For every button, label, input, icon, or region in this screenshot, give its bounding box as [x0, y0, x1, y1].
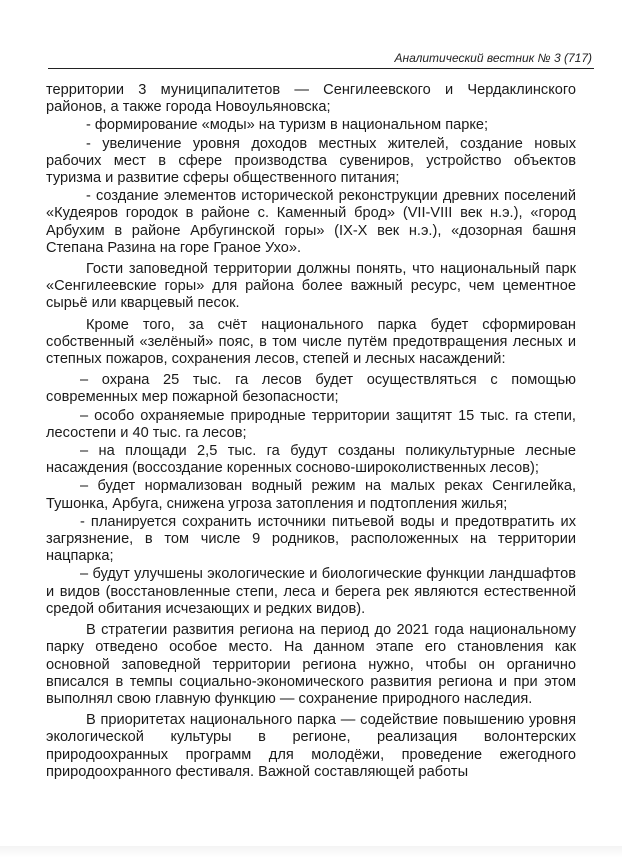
header-rule	[48, 68, 594, 69]
paragraph: - создание элементов исторической реконструкции древних поселений «Кудеяров городок в районе с. Каменный брод» (VII-VIII век н.э.), «город Арбухим в районе Арбугинской горы» (IX-X век н.э.), «дозорная башня Степана Разина на горе Граное Ухо».	[46, 188, 576, 256]
list-item: – будет нормализован водный режим на малых реках Сенгилейка, Тушонка, Арбуга, снижена угроза затопления и подтопления жилья;	[46, 478, 576, 512]
list-item: – будут улучшены экологические и биологические функции ландшафтов и видов (восстановленные степи, леса и берега рек являются естественной средой обитания исчезающих и редких видов).	[46, 566, 576, 617]
list-item: – особо охраняемые природные территории защитят 15 тыс. га степи, лесостепи и 40 тыс. га лесов;	[46, 407, 576, 441]
paragraph: В приоритетах национального парка — содействие повышению уровня экологической культуры в регионе, реализация волонтерских природоохранных программ для молодёжи, проведение ежегодного природоохранного фестиваля. Важной составляющей работы	[46, 712, 576, 780]
paragraph: - увеличение уровня доходов местных жителей, создание новых рабочих мест в сфере производства сувениров, устройство объектов туризма и развитие сферы общественного питания;	[46, 135, 576, 187]
paragraph: Гости заповедной территории должны понять, что национальный парк «Сенгилеевские горы» для района более важный ресурс, чем цементное сырьё или кварцевый песок.	[46, 261, 576, 312]
paragraph: - формирование «моды» на туризм в национальном парке;	[86, 117, 489, 134]
paragraph: Кроме того, за счёт национального парка будет сформирован собственный «зелёный» пояс, в том числе путём предотвращения лесных и степных пожаров, сохранения лесов, степей и лесных насаждений:	[46, 316, 576, 368]
list-item: – на площади 2,5 тыс. га будут созданы поликультурные лесные насаждения (воссоздание коренных сосново-широколиственных лесов);	[46, 443, 576, 477]
list-item: – охрана 25 тыс. га лесов будет осуществляться с помощью современных мер пожарной безопасности;	[46, 372, 576, 406]
running-head: Аналитический вестник № 3 (717)	[394, 51, 592, 65]
list-item: - планируется сохранить источники питьевой воды и предотвратить их загрязнение, в том числе 9 родников, расположенных на территории нацпарка;	[46, 513, 576, 565]
article-body	[46, 82, 576, 782]
paragraph: территории 3 муниципалитетов — Сенгилеевского и Чердаклинского районов, а также города Новоульяновска;	[46, 82, 576, 116]
page-bottom-edge	[0, 846, 622, 858]
paragraph: В стратегии развития региона на период до 2021 года национальному парку отведено особое место. На данном этапе его становления как основной заповедной территории региона нужно, чтобы он органично вписался в темпы социально-экономического развития региона и при этом выполнял свою главную функцию — сохранение природного наследия.	[46, 622, 576, 707]
